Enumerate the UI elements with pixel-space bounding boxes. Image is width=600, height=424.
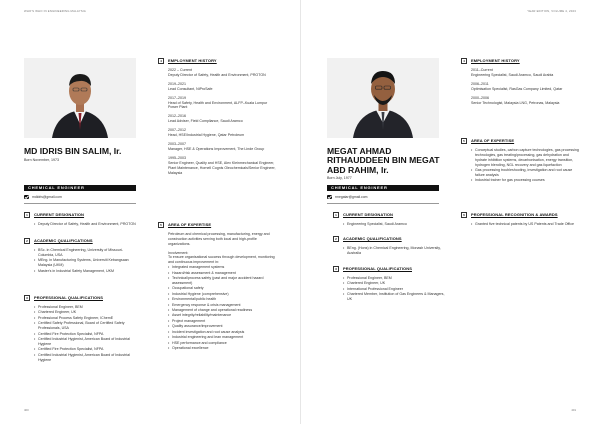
list-item: • Incident investigation and root cause analysis — [168, 330, 278, 335]
job-period: 2019–2021 — [168, 81, 186, 86]
expertise-intro: Petroleum and chemical processing, manufacturing, energy and construction activities serving both local and high-profile organizations. — [168, 232, 270, 246]
section-number: 2 — [24, 238, 30, 244]
job-period: 2000–2006 — [471, 95, 489, 100]
list-item: • Asset integrity/reliability/maintenance — [168, 313, 278, 318]
list-item: • MEng. in Manufacturing Systems, Universiti Kebangsaan Malaysia (UKM) — [34, 258, 136, 268]
person-name — [327, 147, 447, 175]
email-icon — [327, 195, 332, 199]
job-entry — [168, 96, 278, 111]
section-title: ACADEMIC QUALIFICATIONS — [34, 238, 93, 244]
section-current-designation — [24, 212, 136, 227]
section-number: 3 — [24, 295, 30, 301]
job-period: 2007–2012 — [168, 128, 186, 133]
running-head: YEAR EDITION, VOLUME 4, 2023 — [527, 9, 576, 13]
section-title: EMPLOYMENT HISTORY — [168, 58, 217, 64]
job-desc: Lead Adviser, Field Compliance, Saudi Aramco — [168, 119, 243, 124]
list-item: • BEng. (Hons) in Chemical Engineering, Monash University, Australia — [343, 246, 445, 256]
section-number: 6 — [461, 212, 467, 218]
page-number: 401 — [571, 408, 576, 413]
section-title: CURRENT DESIGNATION — [343, 212, 394, 218]
section-title: AREA OF EXPERTISE — [471, 138, 515, 144]
section-title: AREA OF EXPERTISE — [168, 222, 212, 228]
list-item: • HSE performance and compliance — [168, 341, 278, 346]
page-number: 400 — [24, 408, 29, 413]
list-item: • Conceptual studies, carbon capture technologies, gas processing technologies, gas treating/processing, gas dehydration and hydrate inhibition systems, decarbonisation, energy transition, hydrogen blending, NGL recovery and gas liquefaction — [471, 148, 579, 167]
portrait-photo — [327, 58, 439, 138]
list-item: • Gas processing troubleshooting, investigation and root cause failure analysis — [471, 168, 579, 178]
portrait-photo — [24, 58, 136, 138]
section-title: PROFESSIONAL RECOGNITION & AWARDS — [471, 212, 558, 218]
section-number: 5 — [158, 222, 164, 228]
list-item: • Chartered Engineer, UK — [343, 281, 445, 286]
list-item: • Certified Fire Protection Specialist, NFPA — [34, 347, 136, 352]
right-page — [300, 0, 600, 424]
job-entry — [471, 96, 579, 106]
section-recognition — [461, 212, 579, 227]
section-number: 3 — [333, 266, 339, 272]
birth-date: Born November, 1973 — [24, 158, 59, 162]
job-period: 2006–2011 — [471, 81, 489, 86]
job-entry — [168, 128, 278, 138]
birth-date: Born July, 1977 — [327, 176, 352, 180]
divider — [327, 203, 439, 204]
job-entry — [168, 68, 278, 78]
job-entry — [168, 114, 278, 124]
section-title: EMPLOYMENT HISTORY — [471, 58, 520, 64]
section-employment — [158, 58, 278, 180]
email-link[interactable]: rmegatar@gmail.com — [335, 195, 368, 199]
name-line: MEGAT AHMAD — [327, 146, 392, 156]
job-period: 2022 – Current — [168, 68, 192, 72]
divider — [24, 203, 136, 204]
job-desc: Deputy Director of Safety, Health and Environment, PROTON — [168, 72, 266, 77]
list-item: • Deputy Director of Safety, Health and Environment, PROTON — [34, 222, 136, 227]
job-entry — [168, 82, 278, 92]
role-bar: CHEMICAL ENGINEER — [327, 185, 439, 191]
job-period: 2003–2007 — [168, 142, 186, 147]
list-item: • Certified Fire Protection Specialist, NFPA — [34, 332, 136, 337]
section-number: 2 — [333, 236, 339, 242]
list-item: • Occupational safety — [168, 286, 278, 291]
section-academic — [24, 238, 136, 274]
email-icon — [24, 195, 29, 199]
list-item: • Industrial Hygiene (comprehensive) — [168, 292, 278, 297]
person-name: MD IDRIS BIN SALIM, Ir. — [24, 146, 122, 156]
list-item: • Certified Industrial Hygienist, American Board of Industrial Hygiene — [34, 337, 136, 347]
job-period: 2012–2016 — [168, 114, 186, 119]
job-desc: Head, HSE/Industrial Hygiene, Qatar Petroleum — [168, 133, 245, 138]
section-number: 1 — [333, 212, 339, 218]
name-line: RITHAUDDEEN BIN MEGAT — [327, 155, 440, 166]
list-item: • Engineering Specialist, Saudi Aramco — [343, 222, 445, 227]
section-title: PROFESSIONAL QUALIFICATIONS — [343, 266, 412, 272]
list-item: • Professional Engineer, BEM — [343, 276, 445, 281]
job-desc: Senior Technologist, Malaysia LNG, Petronas, Malaysia — [471, 100, 560, 105]
list-item: • Management of change and operational readiness — [168, 308, 278, 313]
job-desc: Senior Engineer, Quality and HSE, Alex Kleinmechanical Engineer, Plant Maintenance, Hornell Cognis Oleochemicals/Senior Engineer, Malaysia — [168, 160, 276, 175]
list-item: • Integrated management systems — [168, 265, 278, 270]
job-desc: Engineering Specialist, Saudi Aramco, Saudi Arabia — [471, 72, 554, 77]
job-desc: Head of Safety, Health and Environment, ALFP–Kuala Lumpur Power Plant — [168, 100, 268, 110]
email-row — [327, 195, 367, 200]
expertise-lead: To ensure organisational success through development, monitoring and continuous improvement in: — [168, 255, 275, 265]
role-bar: CHEMICAL ENGINEER — [24, 185, 136, 191]
list-item: • Certified Safety Professional, Board of Certified Safety Professionals, USA — [34, 321, 136, 331]
list-item: • Hazard/risk assessment & management — [168, 271, 278, 276]
section-expertise — [461, 138, 579, 184]
name-line: ABD RAHIM, Ir. — [327, 164, 389, 175]
list-item: • Professional Process Safety Engineer, IChemE — [34, 316, 136, 321]
section-expertise — [158, 222, 278, 351]
section-professional — [24, 295, 136, 363]
expertise-subhead: Involvement: — [168, 250, 189, 255]
section-number: 1 — [24, 212, 30, 218]
list-item: • Certified Industrial Hygienist, American Board of Industrial Hygiene — [34, 353, 136, 363]
job-entry — [471, 68, 579, 78]
list-item: • Industrial trainer for gas processing courses — [471, 178, 579, 183]
job-period: 2017–2019 — [168, 95, 186, 100]
list-item: • Project management — [168, 319, 278, 324]
list-item: • Industrial engineering and lean management — [168, 335, 278, 340]
job-period: 2011–Current — [471, 68, 493, 72]
list-item: • Chartered Engineer, UK — [34, 310, 136, 315]
list-item: • Emergency response & crisis management — [168, 303, 278, 308]
list-item: • Granted five technical patents by US Patents and Trade Office — [471, 222, 579, 227]
job-period: 1995–2003 — [168, 156, 186, 161]
section-title: ACADEMIC QUALIFICATIONS — [343, 236, 402, 242]
section-number: 4 — [461, 58, 467, 64]
running-head: WHO'S WHO IN ENGINEERING MALAYSIA — [24, 9, 86, 13]
list-item: • Environmental/public health — [168, 297, 278, 302]
section-current-designation — [333, 212, 445, 227]
list-item: • Master's in Industrial Safety Management, UKM — [34, 269, 136, 274]
section-employment — [461, 58, 579, 110]
list-item: • Operational excellence — [168, 346, 278, 351]
job-entry — [471, 82, 579, 92]
section-number: 4 — [158, 58, 164, 64]
section-title: PROFESSIONAL QUALIFICATIONS — [34, 295, 103, 301]
job-desc: Optimisation Specialist, RasGas Company Limited, Qatar — [471, 86, 563, 91]
list-item: • Chartered Member, Institution of Gas Engineers & Managers, UK — [343, 292, 445, 302]
email-link[interactable]: mdidris@gmail.com — [32, 195, 62, 199]
list-item: • International Professional Engineer — [343, 287, 445, 292]
list-item: • Quality assurance/improvement — [168, 324, 278, 329]
job-entry — [168, 156, 278, 175]
section-title: CURRENT DESIGNATION — [34, 212, 85, 218]
job-entry — [168, 142, 278, 152]
email-row — [24, 195, 62, 200]
section-number: 5 — [461, 138, 467, 144]
list-item: • BSc. in Chemical Engineering, University of Missouri-Columbia, USA — [34, 248, 136, 258]
list-item: • Professional Engineer, BEM — [34, 305, 136, 310]
job-desc: Manager, HSE & Operations Improvement, The Linde Group — [168, 147, 265, 152]
job-desc: Lead Consultant, NiProSafe — [168, 86, 213, 91]
section-professional — [333, 266, 445, 303]
section-academic — [333, 236, 445, 256]
list-item: • Technical/process safety (past and major accident hazard assessment) — [168, 276, 278, 286]
